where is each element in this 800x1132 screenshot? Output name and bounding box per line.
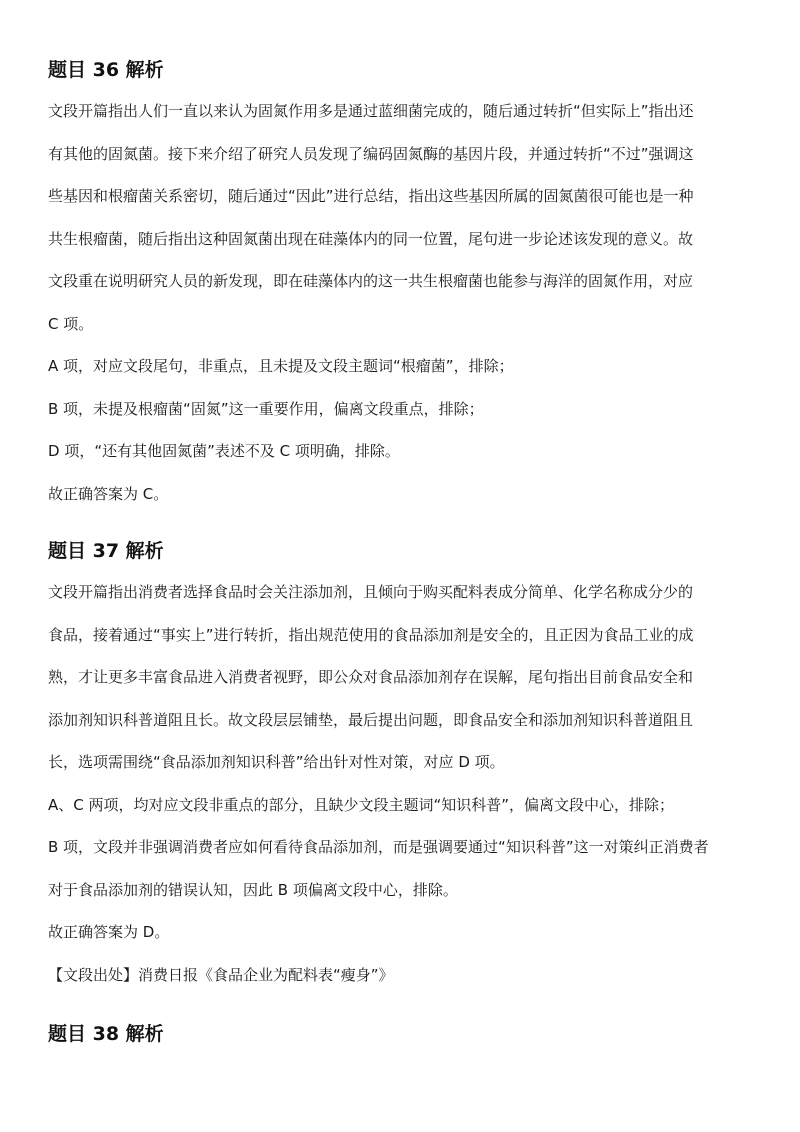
q36-line-5: 文段重在说明研究人员的新发现，即在硅藻体内的这一共生根瘤菌也能参与海洋的固氮作用，对应 bbox=[48, 272, 694, 290]
q36-line-6: C 项。 bbox=[48, 314, 94, 333]
q36-answer: 故正确答案为 C。 bbox=[48, 484, 169, 503]
q37-line-1: 文段开篇指出消费者选择食品时会关注添加剂，且倾向于购买配料表成分简单、化学名称成分少的 bbox=[48, 583, 694, 601]
q37-answer: 故正确答案为 D。 bbox=[48, 923, 170, 941]
section-q37 bbox=[48, 537, 754, 996]
q36-line-4: 共生根瘤菌，随后指出这种固氮菌出现在硅藻体内的同一位置，尾句进一步论述该发现的意义。故 bbox=[48, 229, 694, 248]
q37-line-5: 长，选项需围绕“食品添加剂知识科普”给出针对性对策，对应 D 项。 bbox=[48, 753, 505, 771]
q36-line-3: 些基因和根瘤菌关系密切，随后通过“因此”进行总结，指出这些基因所属的固氮菌很可能也是一种 bbox=[48, 187, 694, 205]
q38-title: 题目 38 解析 bbox=[48, 1023, 164, 1045]
q37-line-3: 熟，才让更多丰富食品进入消费者视野，即公众对食品添加剂存在误解，尾句指出目前食品安全和 bbox=[48, 668, 694, 686]
q36-line-1: 文段开篇指出人们一直以来认为固氮作用多是通过蓝细菌完成的，随后通过转折“但实际上”指出还 bbox=[48, 102, 694, 120]
q37-line-2: 食品，接着通过“事实上”进行转折，指出规范使用的食品添加剂是安全的，且正因为食品工业的成 bbox=[48, 625, 694, 644]
q37-option-b-line-1: B 项，文段并非强调消费者应如何看待食品添加剂，而是强调要通过“知识科普”这一对策纠正消费者 bbox=[48, 838, 709, 856]
q36-option-a: A 项，对应文段尾句，非重点，且未提及文段主题词“根瘤菌”，排除； bbox=[48, 357, 514, 375]
q37-option-b-line-2: 对于食品添加剂的错误认知，因此 B 项偏离文段中心，排除。 bbox=[48, 880, 458, 899]
section-q36 bbox=[48, 56, 754, 515]
q37-line-4: 添加剂知识科普道阻且长。故文段层层铺垫，最后提出问题，即食品安全和添加剂知识科普道阻且 bbox=[48, 710, 694, 729]
q36-title: 题目 36 解析 bbox=[48, 59, 164, 81]
q36-option-b: B 项，未提及根瘤菌“固氮”这一重要作用，偏离文段重点，排除； bbox=[48, 399, 484, 418]
q37-title: 题目 37 解析 bbox=[48, 540, 164, 562]
q37-source: 【文段出处】消费日报《食品企业为配料表“瘦身”》 bbox=[48, 965, 394, 984]
q37-option-ac: A、C 两项，均对应文段非重点的部分，且缺少文段主题词“知识科普”，偏离文段中心，排除； bbox=[48, 795, 675, 814]
q36-option-d: D 项，“还有其他固氮菌”表述不及 C 项明确，排除。 bbox=[48, 442, 400, 460]
section-q38 bbox=[48, 1020, 754, 1048]
q36-line-2: 有其他的固氮菌。接下来介绍了研究人员发现了编码固氮酶的基因片段，并通过转折“不过”强调这 bbox=[48, 144, 694, 163]
